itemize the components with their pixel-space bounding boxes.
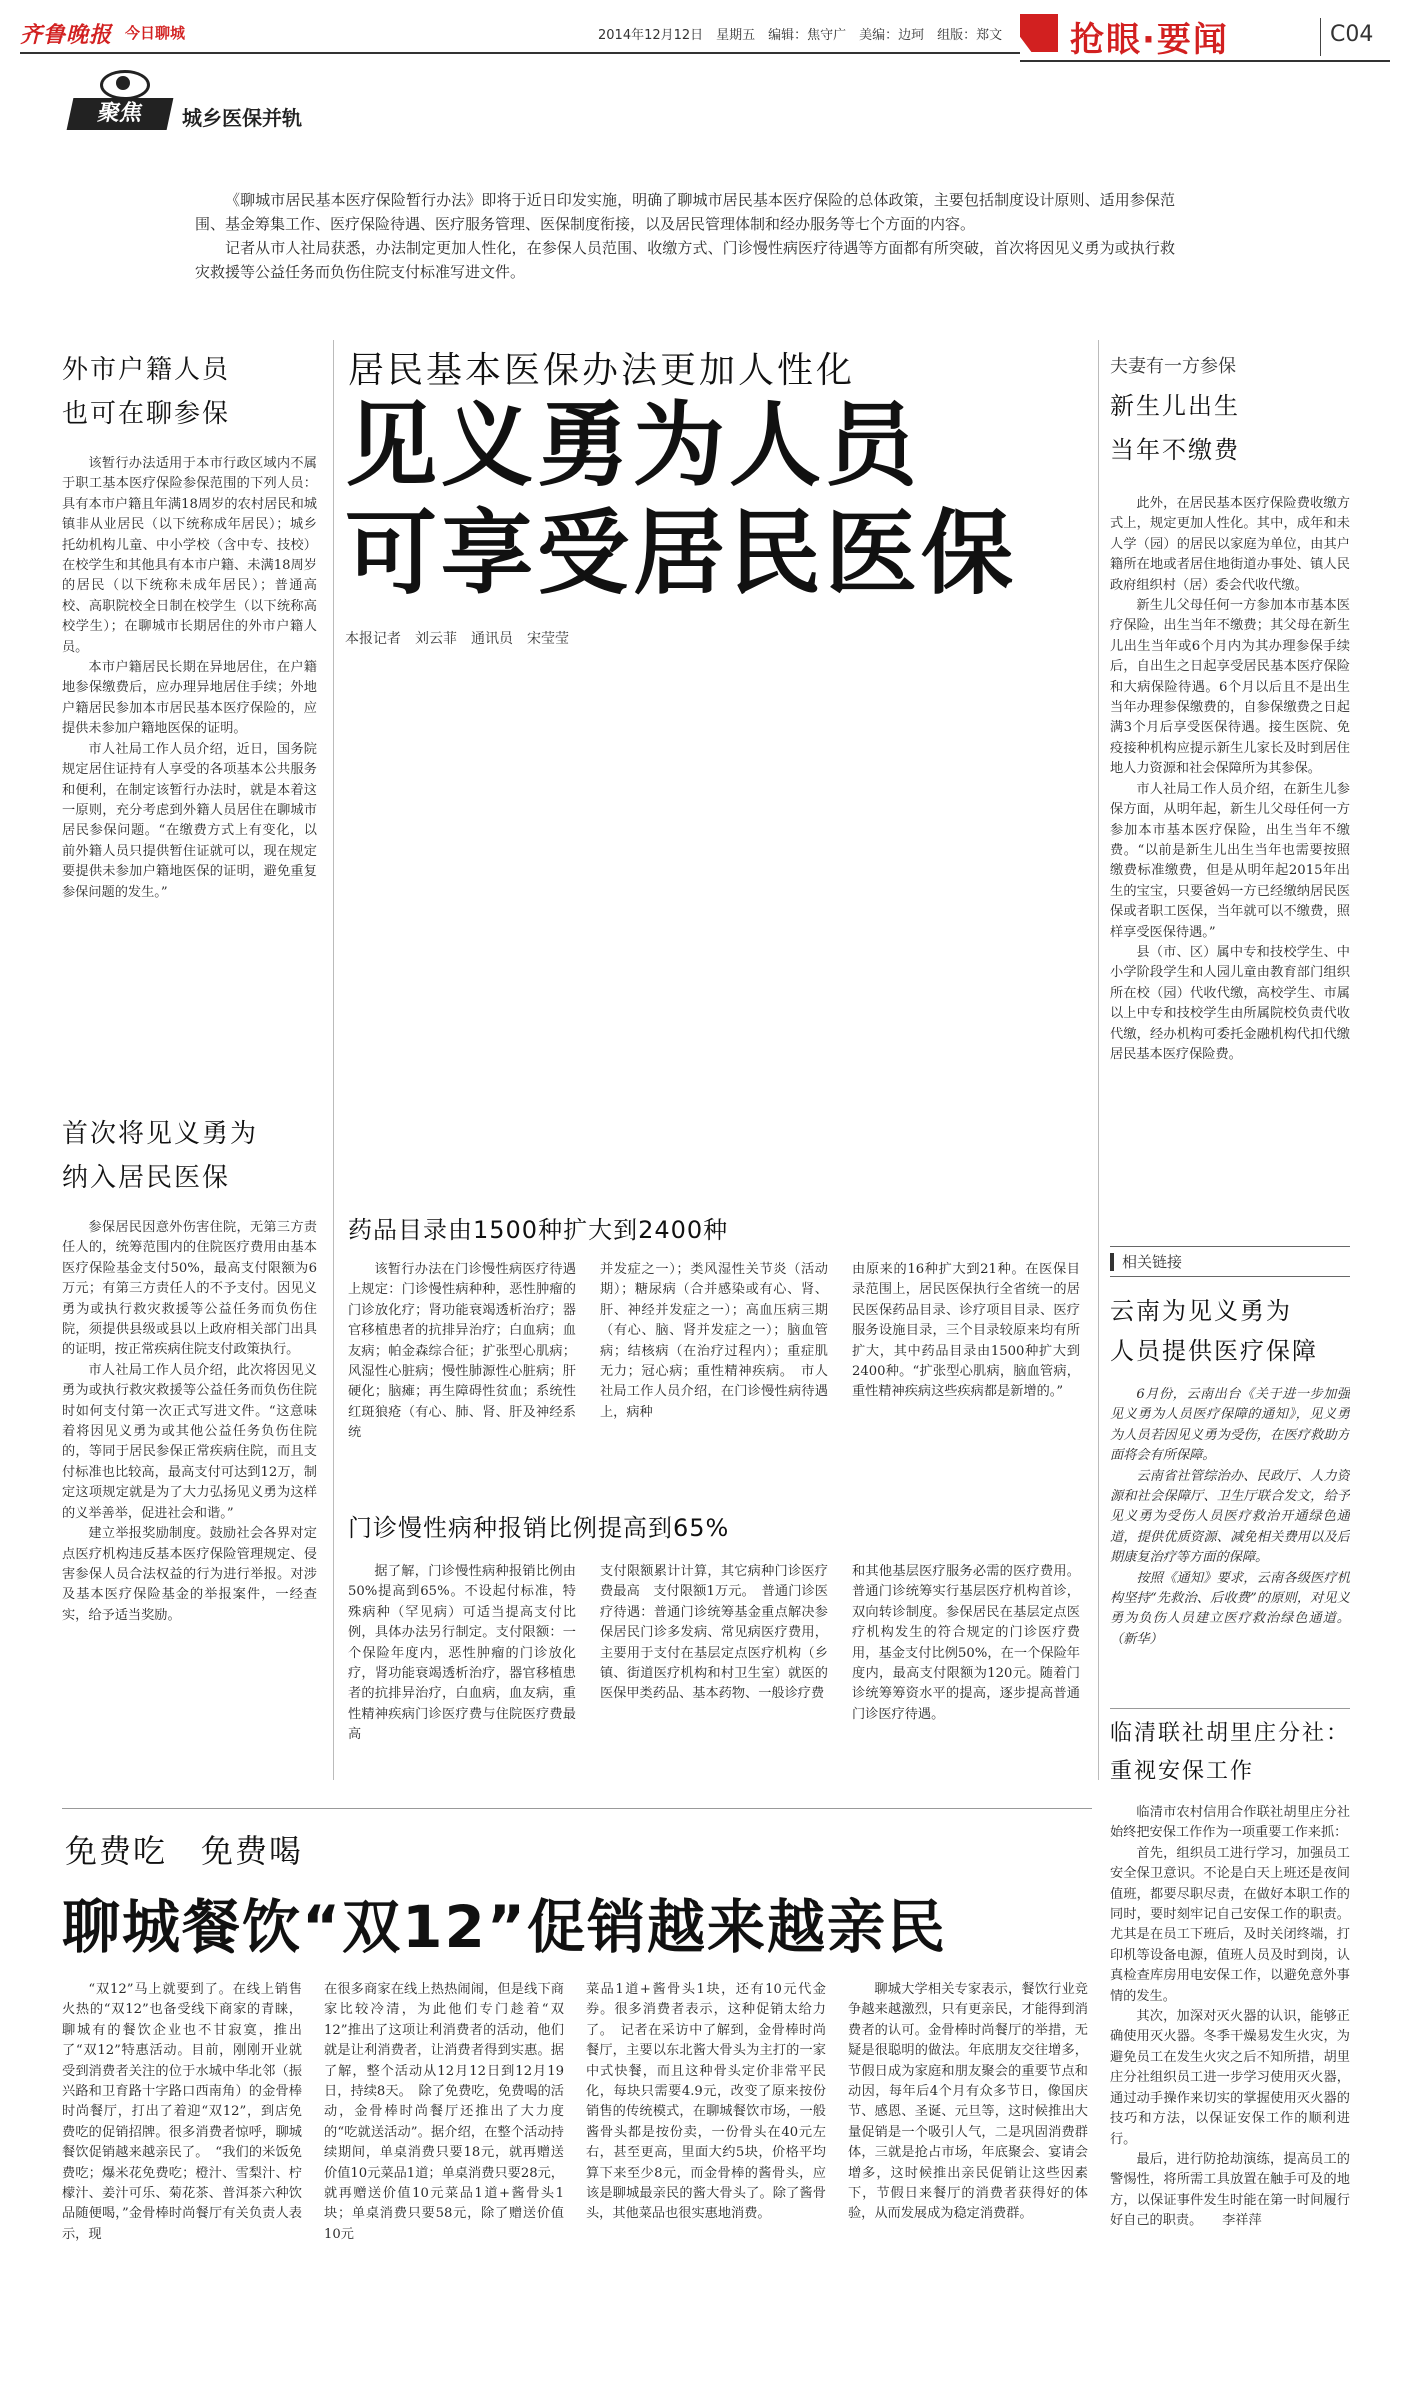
chronic-col — [600, 1562, 828, 1782]
drug-col — [852, 1260, 1080, 1485]
headline-kicker: 居民基本医保办法更加人性化 — [348, 350, 856, 391]
bottom-col — [62, 1980, 302, 2370]
bank-head — [1110, 1708, 1350, 1791]
drug-list-columns — [348, 1260, 1083, 1485]
bank-head-line2: 重视安保工作 — [1110, 1759, 1255, 1784]
chronic-col — [348, 1562, 576, 1782]
paragraph: 新生儿父母任何一方参加本市基本医疗保险，出生当年不缴费；其父母在新生儿出生当年或6个月内为其办理参保手续后，自出生之日起享受居民基本医疗保险和大病保险待遇。6个月以后且不是出生当年办理参保缴费的，自参保缴费之日起满3个月后享受医保待遇。接生医院、免疫接种机构应提示新生儿家长及时到居住地人力资源和社会保障所为其参保。 — [1110, 598, 1350, 777]
section-marker — [1020, 14, 1058, 52]
paragraph: 参保居民因意外伤害住院，无第三方责任人的，统筹范围内的住院医疗费用由基本医疗保险基金支付50%，最高支付限额为6万元；有第三方责任人的不予支付。因见义勇为或执行救灾救援等公益任务而负伤住院，须提供县级或县以上政府相关部门出具的证明，按正常疾病住院支付政策执行。 — [62, 1220, 317, 1358]
related-head-line1: 云南为见义勇为 — [1110, 1297, 1292, 1325]
right-kicker: 夫妻有一方参保 — [1110, 356, 1236, 377]
paragraph: 菜品1道+酱骨头1块，还有10元代金券。很多消费者表示，这种促销太给力了。 记者在采访中了解到，金骨棒时尚餐厅，主要以东北酱大骨头为主打的一家中式快餐，而且这种骨头定价非常平民化，每块只需要4.9元，改变了原来按份销售的传统模式，在聊城餐饮市场，一般酱骨头都是按份卖，一份骨头在40元左右，甚至更高，里面大约5块，价格平均算下来至少8元，而金骨棒的酱骨头，应该是聊城最亲民的酱大骨头了。除了酱骨头，其他菜品也很实惠地消费。 — [586, 1982, 826, 2222]
paragraph: 其次，加深对灭火器的认识，能够正确使用灭火器。冬季干燥易发生火灾，为避免员工在发生火灾之后不知所措，胡里庄分社组织员工进一步学习使用灭火器，通过动手操作来切实的掌握使用灭火器的技巧和方法，以保证安保工作的顺利进行。 — [1110, 2009, 1350, 2147]
intro-text — [195, 188, 1175, 288]
bottom-col — [848, 1980, 1088, 2370]
focus-banner — [70, 70, 360, 132]
headline-title — [345, 392, 1017, 608]
newspaper-logo: 齐鲁晚报 — [20, 22, 113, 48]
paragraph: 据了解，门诊慢性病种报销比例由50%提高到65%。不设起付标准，特殊病种（罕见病）可适当提高支付比例，具体办法另行制定。支付限额：一个保险年度内，恶性肿瘤的门诊放化疗，肾功能衰竭透析治疗，器官移植患者的抗排异治疗，白血病，血友病，重性精神疾病门诊医疗费与住院医疗费最高 — [348, 1564, 576, 1743]
bottom-story-rule — [62, 1808, 1092, 1809]
chronic-head: 门诊慢性病种报销比例提高到65% — [348, 1514, 730, 1542]
paragraph: 该暂行办法在门诊慢性病医疗待遇上规定：门诊慢性病种种，恶性肿瘤的门诊放化疗；肾功能衰竭透析治疗；器官移植患者的抗排异治疗；白血病；血友病；帕金森综合征；扩张型心肌病；风湿性心脏病；慢性肺源性心脏病；肝硬化；脑瘫；再生障碍性贫血；系统性红斑狼疮（有心、肺、肾、肝及神经系统 — [348, 1262, 576, 1441]
date-line: 2014年12月12日 星期五 编辑：焦守广 美编：边珂 组版：郑文 — [598, 28, 1003, 43]
byline: 本报记者 刘云菲 通讯员 宋莹莹 — [345, 631, 569, 647]
drug-col — [600, 1260, 828, 1485]
chronic-columns — [348, 1562, 1083, 1782]
column-divider — [1098, 340, 1099, 1780]
paragraph: 市人社局工作人员介绍，此次将因见义勇为或执行救灾救援等公益任务而负伤住院时如何支付第一次正式写进文件。“这意味着将因见义勇为或其他公益任务负伤住院的，等同于居民参保正常疾病住院，而且支付标准也比较高，最高支付可达到12万，制定这项规定就是为了大力弘扬见义勇为这样的义举善举，促进社会和谐。” — [62, 1362, 317, 1521]
paragraph: 并发症之一）；类风湿性关节炎（活动期）；糖尿病（合并感染或有心、肾、肝、神经并发症之一）；高血压病三期（有心、脑、肾并发症之一）；脑血管病；结核病（在治疗过程内）；重症肌无力；冠心病；重性精神疾病。 市人社局工作人员介绍，在门诊慢性病待遇上，病种 — [600, 1262, 828, 1420]
paragraph: “双12”马上就要到了。在线上销售火热的“双12”也备受线下商家的青睐，聊城有的餐饮企业也不甘寂寞，推出了“双12”特惠活动。目前，刚刚开业就受到消费者关注的位于水城中华北邻（振兴路和卫育路十字路口西南角）的金骨棒时尚餐厅，打出了着迎“双12”，到店免费吃的促销招牌。很多消费者惊呼，聊城餐饮促销越来越亲民了。 “我们的米饭免费吃；爆米花免费吃；橙汁、雪梨汁、柠檬汁、姜汁可乐、菊花茶、普洱茶六种饮品随便喝，”金骨棒时尚餐厅有关负责人表示，现 — [62, 1982, 302, 2242]
intro-paragraph: 记者从市人社局获悉，办法制定更加人性化，在参保人员范围、收缴方式、门诊慢性病医疗待遇等方面都有所突破，首次将因见义勇为或执行救灾救援等公益任务而负伤住院支付标准写进文件。 — [195, 239, 1175, 281]
paragraph: 聊城大学相关专家表示，餐饮行业竞争越来越激烈，只有更亲民，才能得到消费者的认可。金骨棒时尚餐厅的举措，无疑是很聪明的做法。年底朋友交往增多，节假日成为家庭和朋友聚会的重要节点和动因，每年后4个月有众多节日，像国庆节、感恩、圣诞、元旦等，这时候推出大量促销是一个吸引人气，二是巩固消费群体，三就是抢占市场，年底聚会、宴请会增多，这时候推出亲民促销让这些因素下，节假日来餐厅的消费者获得好的体验，从而发展成为稳定消费群。 — [848, 1982, 1088, 2222]
chronic-col — [852, 1562, 1080, 1782]
paragraph: 按照《通知》要求，云南各级医疗机构坚持“先救治、后收费”的原则，对见义勇为负伤人员建立医疗救治绿色通道。（新华） — [1110, 1570, 1350, 1647]
paragraph: 6月份，云南出台《关于进一步加强见义勇为人员医疗保障的通知》，见义勇为人员若因见义勇为受伤，在医疗救助方面将会有所保障。 — [1110, 1387, 1350, 1464]
paragraph: 市人社局工作人员介绍，近日，国务院规定居住证持有人享受的各项基本公共服务和便利，在制定该暂行办法时，就是本着这一原则，充分考虑到外籍人员居住在聊城市居民参保问题。“在缴费方式上有变化，以前外籍人员只提供暂住证就可以，现在规定要提供未参加户籍地医保的证明，避免重复参保问题的发生。” — [62, 741, 317, 900]
section-name: 抢眼·要闻 — [1070, 20, 1229, 60]
paragraph: 县（市、区）属中专和技校学生、中小学阶段学生和人园儿童由教育部门组织所在校（园）代收代缴，高校学生、市属以上中专和技校学生由所属院校负责代收代缴，经办机构可委托金融机构代扣代缴居民基本医疗保险费。 — [1110, 944, 1350, 1062]
right-section-head — [1110, 384, 1350, 472]
headline-title-line2: 可享受居民医保 — [345, 500, 1018, 607]
right-head-line2: 当年不缴费 — [1110, 436, 1240, 464]
paragraph: 云南省社管综治办、民政厅、人力资源和社会保障厅、卫生厅联合发文，给予见义勇为受伤人员医疗救治开通绿色通道，提供优质资源、减免相关费用以及后期康复治疗等方面的保障。 — [1110, 1468, 1350, 1566]
related-head-line2: 人员提供医疗保障 — [1110, 1337, 1318, 1365]
bottom-col — [586, 1980, 826, 2370]
eye-icon — [100, 70, 150, 100]
bottom-col — [324, 1980, 564, 2370]
related-head — [1110, 1291, 1350, 1371]
page-number-divider — [1320, 18, 1321, 56]
paragraph: 在很多商家在线上热热闹闹，但是线下商家比较冷清，为此他们专门趁着“双12”推出了这项让利消费者的活动，他们就是让利消费者，让消费者得到实惠。据了解，整个活动从12月12日到12月19日，持续8天。 除了免费吃，免费喝的活动，金骨棒时尚餐厅还推出了大力度的“吃就送活动”。据介绍，在整个活动持续期间，单桌消费只要18元，就再赠送价值10元菜品1道；单桌消费只要28元，就再赠送价值10元菜品1道+酱骨头1块；单桌消费只要58元，除了赠送价值10元 — [324, 1982, 564, 2242]
right-column — [1110, 352, 1350, 2272]
masthead — [0, 0, 1409, 150]
left-head2-line2: 纳入居民医保 — [62, 1163, 231, 1193]
left-text-2 — [62, 1218, 317, 1813]
paragraph: 支付限额累计计算，其它病种门诊医疗费最高 支付限额1万元。 普通门诊医疗待遇：普通门诊统筹基金重点解决参保居民门诊多发病、常见病医疗费用，主要用于支付在基层定点医疗机构（乡镇、街道医疗机构和村卫生室）就医的医保甲类药品、基本药物、一般诊疗费 — [600, 1564, 828, 1702]
paragraph: 最后，进行防抢劫演练，提高员工的警惕性，将所需工具放置在触手可及的地方，以保证事件发生时能在第一时间履行好自己的职责。 李祥萍 — [1110, 2151, 1350, 2229]
paragraph: 市人社局工作人员介绍，在新生儿参保方面，从明年起，新生儿父母任何一方参加本市基本医疗保险，出生当年不缴费。“以前是新生儿出生当年也需要按照缴费标准缴费，但是从明年起2015年出生的宝宝，只要爸妈一方已经缴纳居民医保或者职工医保，当年就可以不缴费，照样享受医保待遇。” — [1110, 781, 1350, 940]
right-text — [1110, 494, 1350, 1224]
left-section-head-2 — [62, 1112, 317, 1200]
paragraph: 此外，在居民基本医疗保险费收缴方式上，规定更加人性化。其中，成年和未人学（园）的居民以家庭为单位，由其户籍所在地或者居住地街道办事处、镇人民政府组织村（居）委会代收代缴。 — [1110, 496, 1350, 593]
left-head2-line1: 首次将见义勇为 — [62, 1119, 259, 1149]
left-section-head-1 — [62, 348, 317, 436]
bank-head-line1: 临清联社胡里庄分社： — [1110, 1721, 1351, 1746]
focus-badge: 聚焦 — [67, 98, 174, 130]
right-head-line1: 新生儿出生 — [1110, 392, 1240, 420]
focus-title: 城乡医保并轨 — [182, 106, 302, 130]
headline-title-line1: 见义勇为人员 — [345, 392, 922, 499]
paragraph: 该暂行办法适用于本市行政区域内不属于职工基本医疗保险参保范围的下列人员：具有本市户籍且年满18周岁的农村居民和城镇非从业居民（以下统称成年居民）；城乡托幼机构儿童、中小学校（含中专、技校）在校学生和其他具有本市户籍、未满18周岁的居民（以下统称未成年居民）；普通高校、高职院校全日制在校学生（以下统称高校学生）；在聊城市长期居住的外市户籍人员。 — [62, 456, 317, 655]
paragraph: 本市户籍居民长期在异地居住，在户籍地参保缴费后，应办理异地居住手续；外地户籍居民参加本市居民基本医疗保险的，应提供未参加户籍地医保的证明。 — [62, 660, 317, 737]
left-text-1 — [62, 454, 317, 1094]
left-head1-line2: 也可在聊参保 — [62, 399, 231, 429]
paragraph: 建立举报奖励制度。鼓励社会各界对定点医疗机构违反基本医疗保险管理规定、侵害参保人员合法权益的行为进行举报。对涉及基本医疗保险基金的举报案件，一经查实，给予适当奖励。 — [62, 1526, 317, 1623]
column-divider — [333, 340, 334, 1780]
paragraph: 由原来的16种扩大到21种。在医保目录范围上，居民医保执行全省统一的居民医保药品目录、诊疗项目目录、医疗服务设施目录，三个目录较原来均有所扩大，其中药品目录由1500种扩大到2400种。“扩张型心肌病，脑血管病，重性精神疾病这些疾病都是新增的。” — [852, 1262, 1080, 1400]
masthead-rule — [20, 52, 1020, 54]
paragraph: 和其他基层医疗服务必需的医疗费用。普通门诊统筹实行基层医疗机构首诊，双向转诊制度。参保居民在基层定点医疗机构发生的符合规定的门诊医疗费用，基金支付比例50%，在一个保险年度内，最高支付限额为120元。随着门诊统筹筹资水平的提高，逐步提高普通门诊医疗待遇。 — [852, 1564, 1080, 1722]
left-head1-line1: 外市户籍人员 — [62, 355, 231, 385]
drug-col — [348, 1260, 576, 1485]
paragraph: 临清市农村信用合作联社胡里庄分社始终把安保工作作为一项重要工作来抓： — [1110, 1805, 1350, 1841]
left-column — [62, 348, 317, 1798]
related-text — [1110, 1385, 1350, 1690]
bottom-columns — [62, 1980, 1092, 2370]
intro-paragraph: 《聊城市居民基本医疗保险暂行办法》即将于近日印发实施，明确了聊城市居民基本医疗保险的总体政策，主要包括制度设计原则、适用参保范围、基金筹集工作、医疗保险待遇、医疗服务管理、医保制度衔接，以及居民管理体制和经办服务等七个方面的内容。 — [195, 191, 1175, 233]
paragraph: 首先，组织员工进行学习，加强员工安全保卫意识。不论是白天上班还是夜间值班，都要尽职尽责，在做好本职工作的同时，要时刻牢记自己安保工作的职责。尤其是在员工下班后，及时关闭终端，打印机等设备电源，值班人员及时到岗，认真检查库房用电安保工作，以避免意外事情的发生。 — [1110, 1845, 1350, 2004]
related-links-label — [1110, 1246, 1350, 1277]
bottom-kicker: 免费吃 免费喝 — [65, 1832, 304, 1870]
bank-text — [1110, 1803, 1350, 2328]
page-number: C04 — [1330, 22, 1374, 47]
related-links-text: 相关链接 — [1110, 1253, 1182, 1271]
masthead-rule-right — [1020, 60, 1390, 62]
edition-label: 今日聊城 — [125, 24, 186, 42]
drug-list-head: 药品目录由1500种扩大到2400种 — [348, 1216, 729, 1244]
bottom-title: 聊城餐饮“双12”促销越来越亲民 — [62, 1893, 947, 1961]
